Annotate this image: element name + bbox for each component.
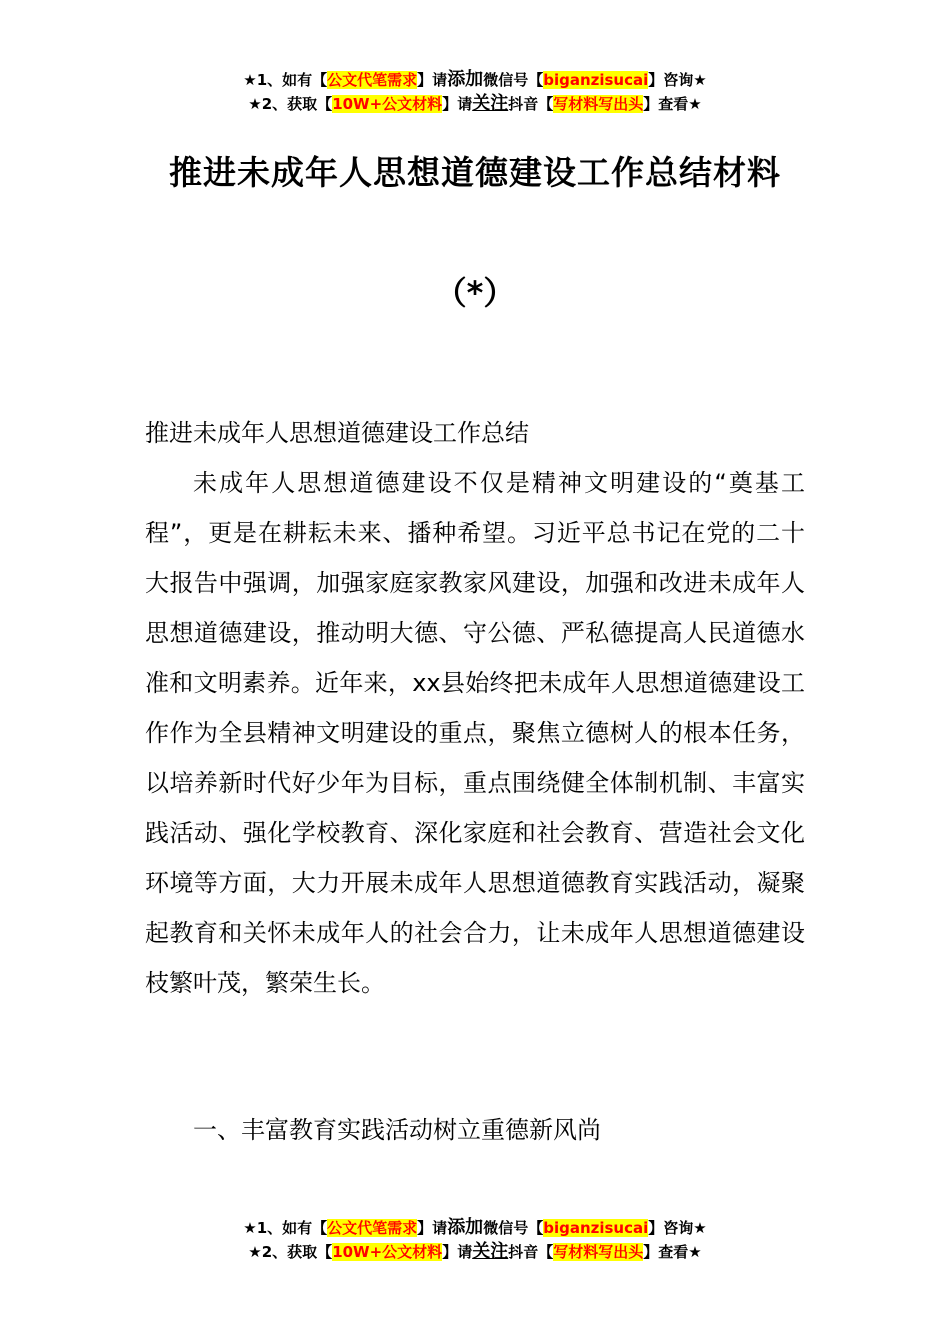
promo-highlight: biganzisucai — [543, 1219, 649, 1237]
star-icon: ★ — [243, 1219, 257, 1237]
promo-highlight: 写材料写出头 — [553, 95, 644, 113]
promo-emphasis: 关注 — [472, 1241, 509, 1262]
document-title: 推进未成年人思想道德建设工作总结材料 — [169, 153, 781, 192]
promo-highlight: biganzisucai — [543, 71, 649, 89]
star-icon: ★ — [688, 95, 702, 113]
promo-line-1 — [0, 1216, 950, 1240]
promo-text: 】请 — [442, 1243, 473, 1261]
promo-highlight: 公文代笔需求 — [327, 1219, 418, 1237]
promo-emphasis: 添加 — [447, 69, 484, 90]
star-icon: ★ — [243, 71, 257, 89]
promo-highlight: 10W+公文材料 — [332, 95, 443, 113]
star-icon: ★ — [688, 1243, 702, 1261]
promo-highlight: 写材料写出头 — [553, 1243, 644, 1261]
promo-text: 】咨询 — [648, 1219, 694, 1237]
header-promo — [0, 68, 950, 116]
promo-highlight: 10W+公文材料 — [332, 1243, 443, 1261]
promo-line-2 — [0, 1240, 950, 1264]
sub-heading: 推进未成年人思想道德建设工作总结 — [145, 419, 529, 447]
promo-text: 1、如有【 — [256, 1219, 328, 1237]
document-mark: （*） — [434, 274, 516, 312]
promo-text: 微信号【 — [483, 1219, 544, 1237]
promo-line-1 — [0, 68, 950, 92]
promo-text: 2、获取【 — [261, 1243, 333, 1261]
promo-text: 微信号【 — [483, 71, 544, 89]
promo-text: 】请 — [417, 71, 448, 89]
star-icon: ★ — [693, 1219, 707, 1237]
footer-promo — [0, 1216, 950, 1264]
promo-text: 1、如有【 — [256, 71, 328, 89]
promo-text: 】请 — [417, 1219, 448, 1237]
promo-text: 】查看 — [643, 95, 689, 113]
star-icon: ★ — [248, 1243, 262, 1261]
promo-line-2 — [0, 92, 950, 116]
promo-text: 抖音【 — [508, 1243, 554, 1261]
promo-text: 】查看 — [643, 1243, 689, 1261]
promo-text: 】咨询 — [648, 71, 694, 89]
promo-highlight: 公文代笔需求 — [327, 71, 418, 89]
star-icon: ★ — [693, 71, 707, 89]
promo-emphasis: 添加 — [447, 1217, 484, 1238]
promo-text: 】请 — [442, 95, 473, 113]
promo-emphasis: 关注 — [472, 93, 509, 114]
star-icon: ★ — [248, 95, 262, 113]
body-paragraph: 未成年人思想道德建设不仅是精神文明建设的“奠基工程”，更是在耕耘未来、播种希望。习近平总书记在党的二十大报告中强调，加强家庭家教家风建设，加强和改进未成年人思想道德建设，推动明大德、守公德、严私德提高人民道德水准和文明素养。近年来，xx县始终把未成年人思想道德建设工作作为全县精神文明建设的重点，聚焦立德树人的根本任务，以培养新时代好少年为目标，重点围绕健全体制机制、丰富实践活动、强化学校教育、深化家庭和社会教育、营造社会文化环境等方面，大力开展未成年人思想道德教育实践活动，凝聚起教育和关怀未成年人的社会合力，让未成年人思想道德建设枝繁叶茂，繁荣生长。 — [145, 469, 805, 997]
promo-text: 2、获取【 — [261, 95, 333, 113]
promo-text: 抖音【 — [508, 95, 554, 113]
section-heading: 一、丰富教育实践活动树立重德新风尚 — [193, 1116, 601, 1144]
